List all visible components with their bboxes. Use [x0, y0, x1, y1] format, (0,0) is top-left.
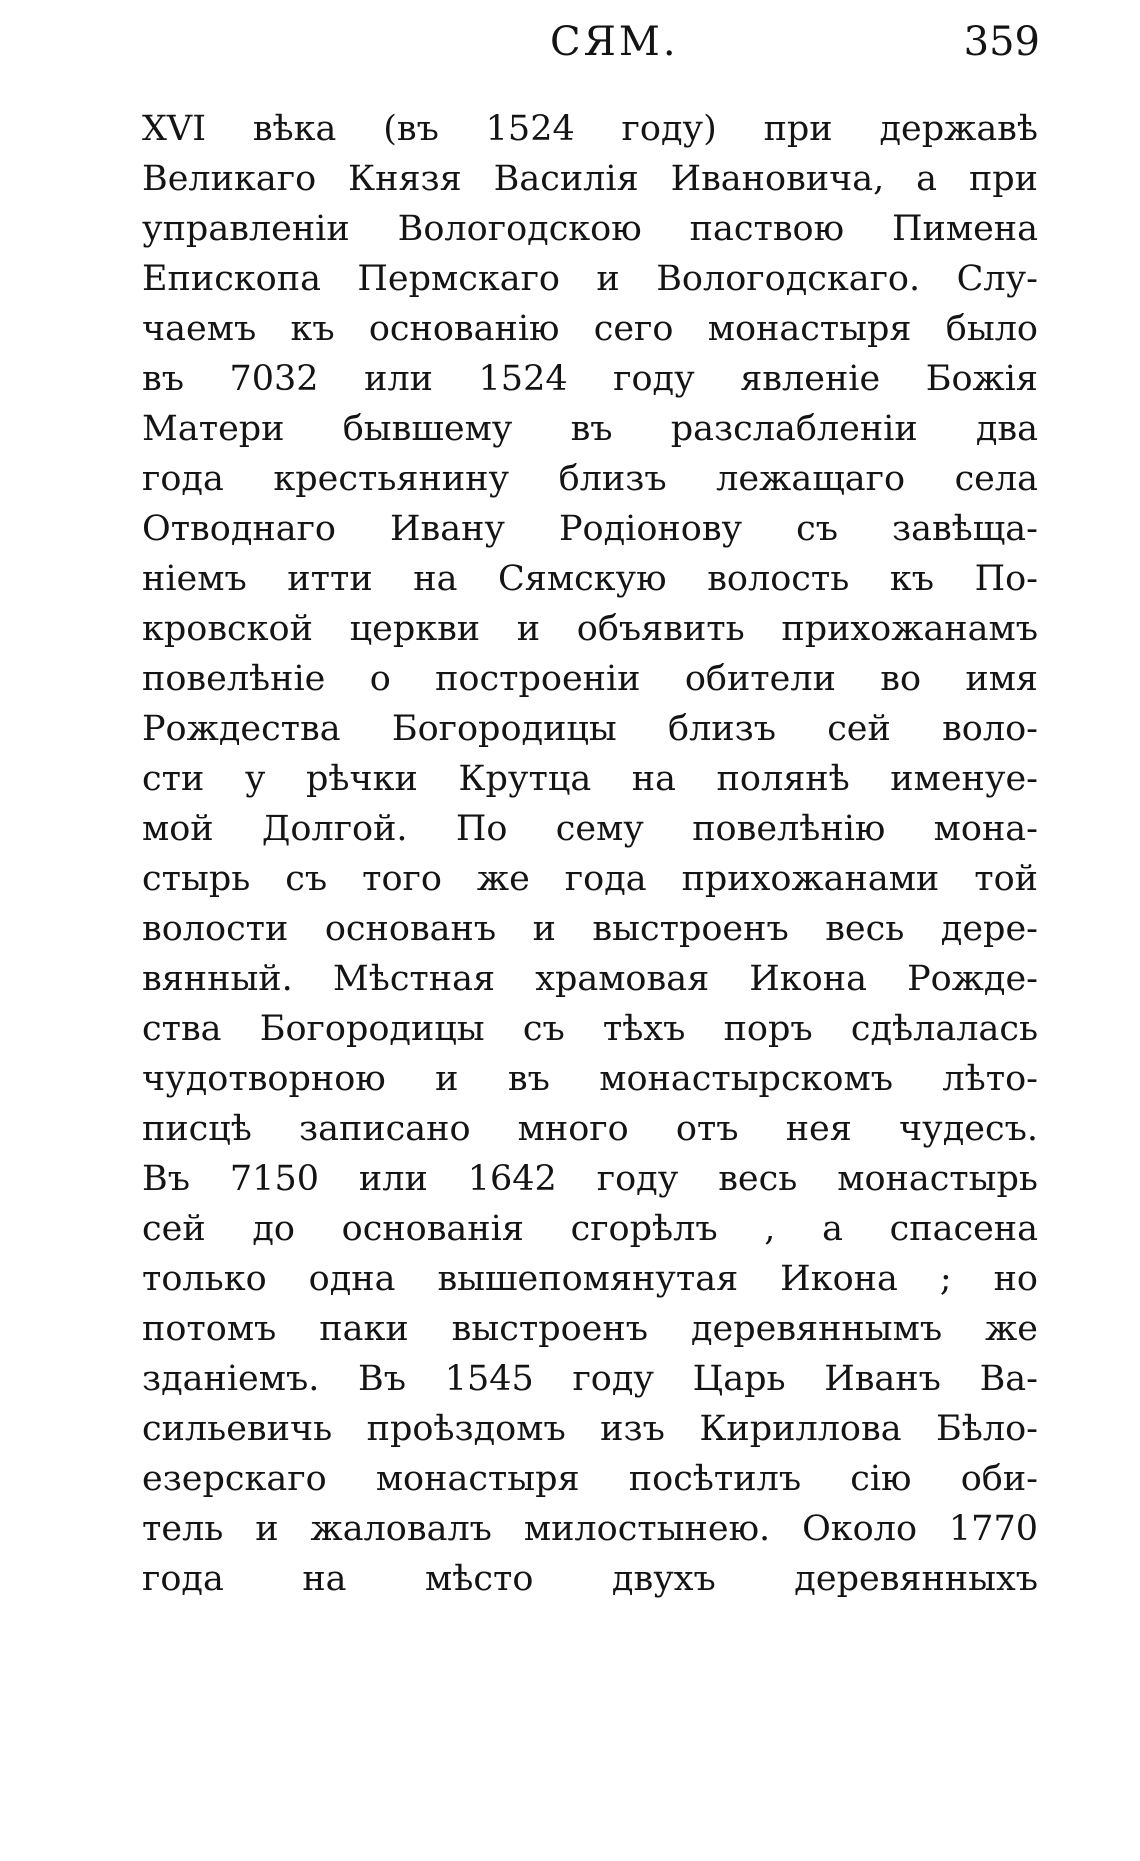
text-line: ніемъ итти на Сямскую волость къ По- [142, 559, 1038, 599]
text-line: тель и жаловалъ милостынею. Около 1770 [142, 1509, 1038, 1549]
body-text [142, 104, 1038, 1604]
text-line: управленіи Вологодскою паствою Пимена [142, 209, 1038, 249]
text-line: только одна вышепомянутая Икона ; но [142, 1259, 1038, 1299]
text-line: писцѣ записано много отъ нея чудесъ. [142, 1109, 1038, 1149]
text-line: ства Богородицы съ тѣхъ поръ сдѣлалась [142, 1009, 1038, 1049]
text-line: XVI вѣка (въ 1524 году) при державѣ [142, 109, 1038, 149]
text-line: езерскаго монастыря посѣтилъ сію оби- [142, 1459, 1038, 1499]
text-line: сти у рѣчки Крутца на полянѣ именуе- [142, 759, 1038, 799]
text-line: Великаго Князя Василія Ивановича, а при [142, 159, 1038, 199]
text-line: вянный. Мѣстная храмовая Икона Рожде- [142, 959, 1038, 999]
text-line: въ 7032 или 1524 году явленіе Божія [142, 359, 1038, 399]
text-line: года крестьянину близъ лежащаго села [142, 459, 1038, 499]
text-line: сей до основанія сгорѣлъ , а спасена [142, 1209, 1038, 1249]
text-line: Отводнаго Ивану Родіонову съ завѣща- [142, 509, 1038, 549]
page-header [140, 14, 1040, 74]
text-line: волости основанъ и выстроенъ весь дере- [142, 909, 1038, 949]
page-number: 359 [963, 19, 1040, 65]
text-line: повелѣніе о построеніи обители во имя [142, 659, 1038, 699]
text-line: стырь съ того же года прихожанами той [142, 859, 1038, 899]
text-line: зданіемъ. Въ 1545 году Царь Иванъ Ва- [142, 1359, 1038, 1399]
text-line: кровской церкви и объявить прихожанамъ [142, 609, 1038, 649]
text-line: Епископа Пермскаго и Вологодскаго. Слу- [142, 259, 1038, 299]
text-line: чудотворною и въ монастырскомъ лѣто- [142, 1059, 1038, 1099]
text-line: чаемъ къ основанію сего монастыря было [142, 309, 1038, 349]
text-line: Въ 7150 или 1642 году весь монастырь [142, 1159, 1038, 1199]
text-line: года на мѣсто двухъ деревянныхъ [142, 1559, 1038, 1599]
text-line: потомъ паки выстроенъ деревяннымъ же [142, 1309, 1038, 1349]
text-line: сильевичь проѣздомъ изъ Кириллова Бѣло- [142, 1409, 1038, 1449]
text-line: Матери бывшему въ разслабленіи два [142, 409, 1038, 449]
text-line: мой Долгой. По сему повелѣнію мона- [142, 809, 1038, 849]
running-head: СЯМ. [550, 19, 679, 65]
text-line: Рождества Богородицы близъ сей воло- [142, 709, 1038, 749]
